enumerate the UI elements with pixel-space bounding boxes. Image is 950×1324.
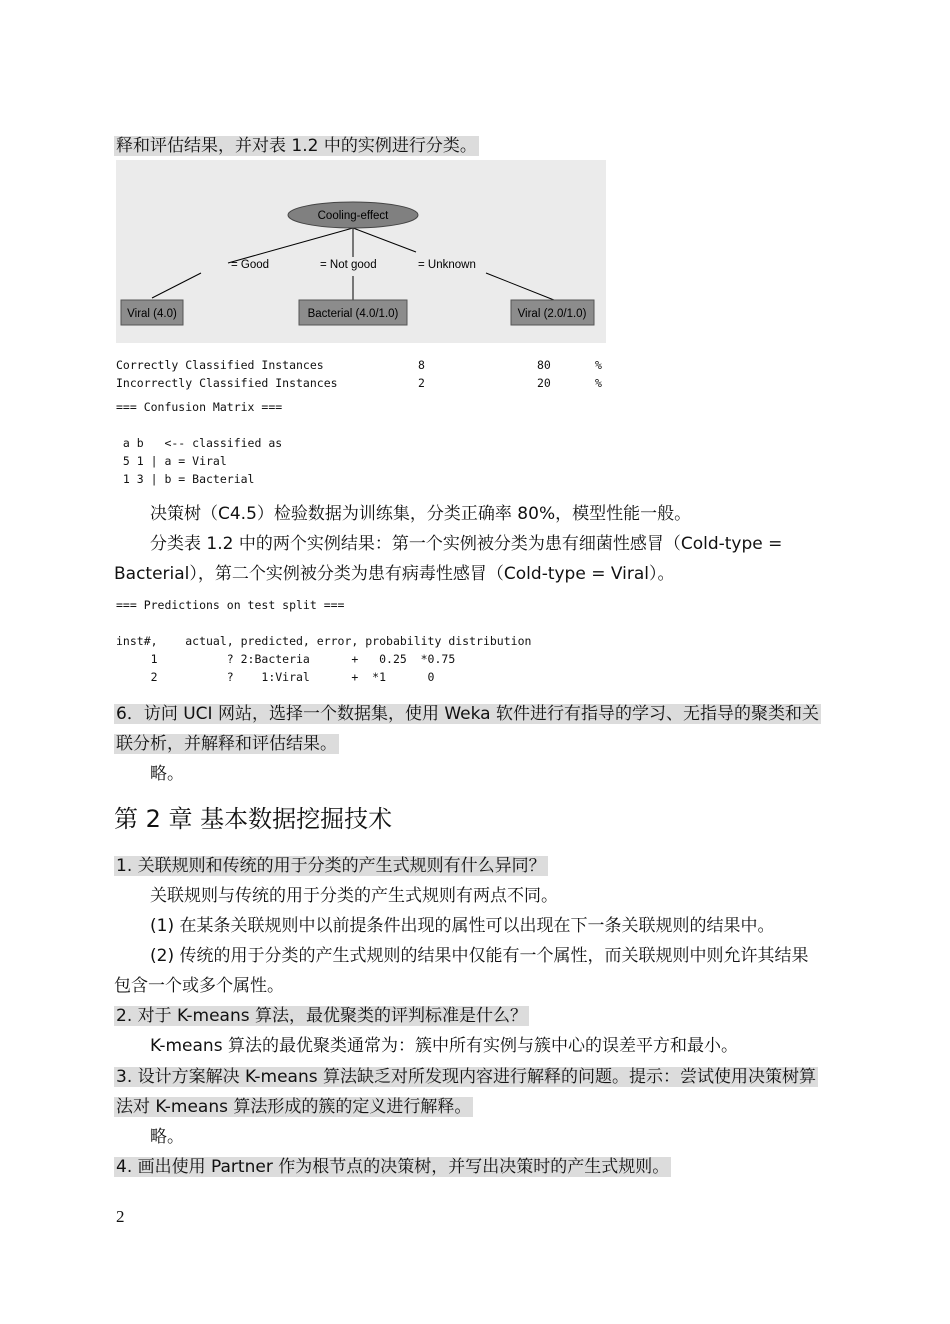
answer-2: K-means 算法的最优聚类通常为：簇中所有实例与簇中心的误差平方和最小。	[150, 1036, 738, 1056]
predictions-row: 1 ? 2:Bacteria + 0.25 *0.75	[116, 652, 456, 666]
summary-incorrect-pct: 20	[537, 376, 551, 390]
summary-incorrect-label: Incorrectly Classified Instances	[116, 376, 338, 390]
intro-line: 释和评估结果，并对表 1.2 中的实例进行分类。	[116, 136, 477, 156]
predictions-header: inst#, actual, predicted, error, probability distribution	[116, 634, 532, 648]
answer-omitted-2: 略。	[150, 1127, 184, 1147]
answer-1-point-2-line2: 包含一个或多个属性。	[114, 976, 284, 996]
tree-leaf-3-label: Viral (2.0/1.0)	[517, 308, 587, 320]
tree-edge-unknown: = Unknown	[418, 259, 476, 271]
tree-edge-good: = Good	[231, 259, 270, 271]
paragraph-results-line1: 分类表 1.2 中的两个实例结果：第一个实例被分类为患有细菌性感冒（Cold-type =	[150, 534, 783, 554]
tree-leaf-2-label: Bacterial (4.0/1.0)	[307, 308, 399, 320]
page-number: 2	[116, 1207, 125, 1226]
decision-tree-figure	[116, 160, 606, 343]
paragraph-results-line2: Bacterial），第二个实例被分类为患有病毒性感冒（Cold-type = Viral）。	[114, 564, 675, 584]
chapter-title: 第 2 章 基本数据挖掘技术	[114, 805, 393, 833]
question-3-line1: 3. 设计方案解决 K-means 算法缺乏对所发现内容进行解释的问题。提示：尝试使用决策树算	[116, 1067, 816, 1087]
question-2: 2. 对于 K-means 算法，最优聚类的评判标准是什么？	[116, 1006, 527, 1026]
answer-1-point-2-line1: (2) 传统的用于分类的产生式规则的结果中仅能有一个属性，而关联规则中则允许其结果	[150, 946, 809, 966]
summary-incorrect-sign: %	[595, 376, 602, 390]
question-6-line1: 6．访问 UCI 网站，选择一个数据集，使用 Weka 软件进行有指导的学习、无指导的聚类和关	[116, 704, 819, 724]
summary-correct-pct: 80	[537, 358, 551, 372]
question-4: 4. 画出使用 Partner 作为根节点的决策树，并写出决策时的产生式规则。	[116, 1157, 670, 1177]
predictions-row: 2 ? 1:Viral + *1 0	[116, 670, 435, 684]
confusion-row: a b <-- classified as	[116, 436, 283, 450]
confusion-row: 5 1 | a = Viral	[116, 454, 227, 468]
tree-edge-not-good: = Not good	[320, 259, 377, 271]
summary-correct-count: 8	[418, 358, 425, 372]
answer-omitted-1: 略。	[150, 764, 184, 784]
confusion-row: 1 3 | b = Bacterial	[116, 472, 255, 486]
summary-correct-sign: %	[595, 358, 602, 372]
answer-1-point-1: (1) 在某条关联规则中以前提条件出现的属性可以出现在下一条关联规则的结果中。	[150, 916, 775, 936]
question-1: 1. 关联规则和传统的用于分类的产生式规则有什么异同？	[116, 856, 546, 876]
tree-root-label: Cooling-effect	[317, 210, 389, 222]
answer-1-intro: 关联规则与传统的用于分类的产生式规则有两点不同。	[150, 886, 558, 906]
question-3-line2: 法对 K-means 算法形成的簇的定义进行解释。	[116, 1097, 472, 1117]
tree-leaf-1-label: Viral (4.0)	[127, 308, 177, 320]
question-6-line2: 联分析，并解释和评估结果。	[116, 734, 337, 754]
decision-tree-svg	[116, 160, 606, 343]
predictions-title: === Predictions on test split ===	[116, 598, 345, 612]
summary-correct-label: Correctly Classified Instances	[116, 358, 324, 372]
paragraph-accuracy: 决策树（C4.5）检验数据为训练集，分类正确率 80%，模型性能一般。	[150, 504, 692, 524]
confusion-matrix-title: === Confusion Matrix ===	[116, 400, 283, 414]
summary-incorrect-count: 2	[418, 376, 425, 390]
